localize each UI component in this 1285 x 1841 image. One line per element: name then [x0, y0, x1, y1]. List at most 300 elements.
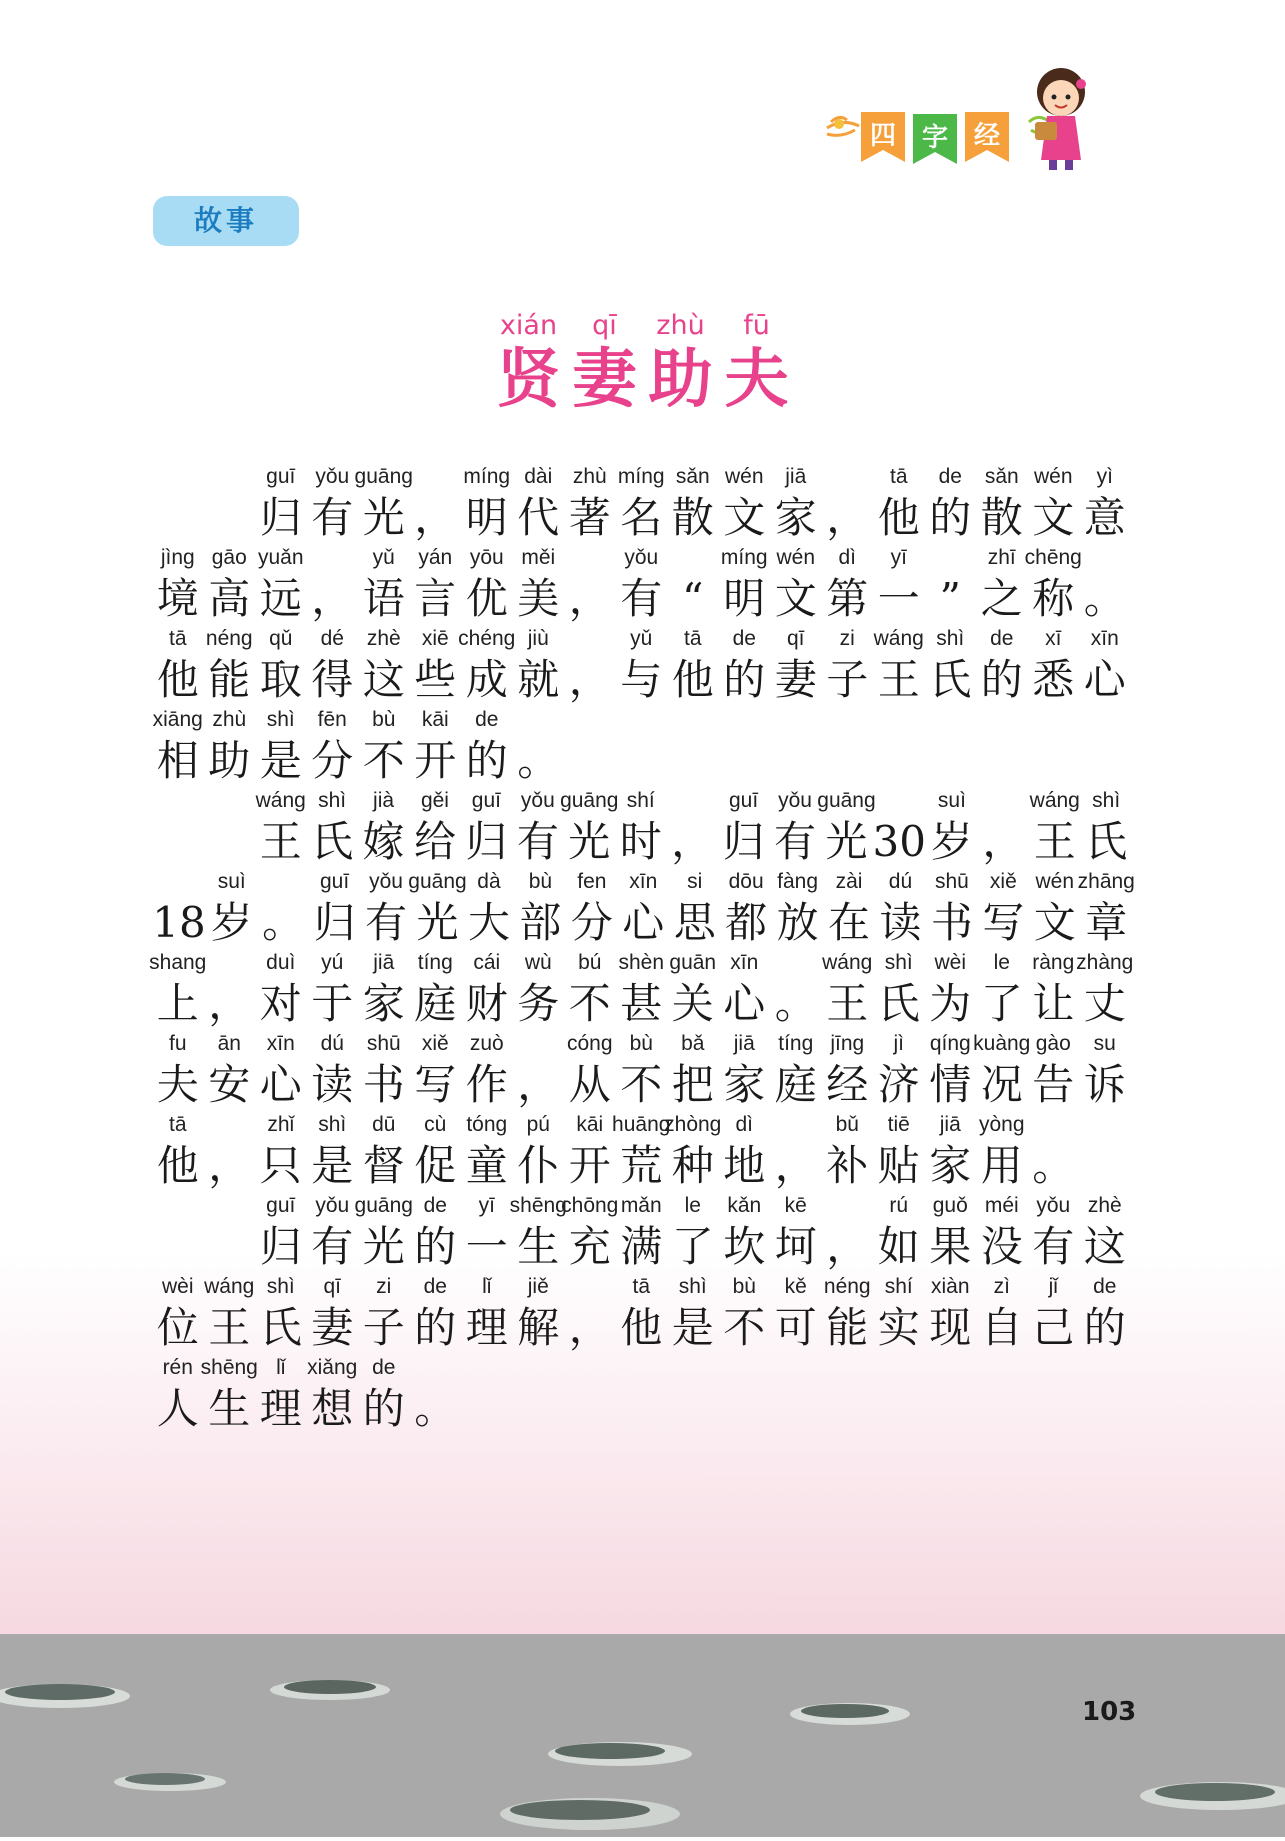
pinyin: huāng	[612, 1113, 671, 1136]
char-unit	[616, 1191, 668, 1272]
char-unit	[306, 786, 357, 867]
hanzi: 财	[465, 979, 508, 1028]
char-unit	[358, 1029, 410, 1110]
char-unit	[669, 867, 720, 948]
pinyin: bú	[578, 951, 602, 974]
hanzi: 丈	[1083, 979, 1126, 1028]
text-line	[152, 705, 1132, 786]
char-unit	[255, 705, 307, 786]
char-unit	[616, 543, 668, 624]
hanzi: 补	[826, 1141, 869, 1190]
hanzi: 种	[671, 1141, 714, 1190]
hanzi: 诉	[1083, 1060, 1126, 1109]
hanzi: ，	[774, 1141, 817, 1190]
char-unit	[461, 462, 513, 543]
char-unit	[410, 543, 462, 624]
hanzi: 散	[671, 493, 714, 542]
char-unit	[566, 867, 617, 948]
hanzi: 是	[671, 1303, 714, 1352]
pinyin: jǐ	[1048, 1275, 1058, 1298]
char-unit	[616, 1029, 668, 1110]
hanzi: 现	[929, 1303, 972, 1352]
pinyin: tóng	[466, 1113, 508, 1136]
char-unit	[770, 462, 822, 543]
pinyin: rú	[889, 1194, 909, 1217]
pinyin: yán	[418, 546, 453, 569]
pinyin: guī	[266, 1194, 296, 1217]
pinyin: shì	[266, 708, 295, 731]
char-unit	[770, 1029, 822, 1110]
pinyin: guī	[319, 870, 350, 893]
char-unit	[354, 1191, 413, 1272]
hanzi: ”	[939, 574, 961, 623]
char-unit	[204, 1110, 256, 1191]
pinyin: zhù	[572, 465, 607, 488]
pinyin: cù	[424, 1113, 447, 1136]
pinyin: yǒu	[624, 546, 659, 569]
text-line	[152, 1110, 1132, 1191]
char-unit	[204, 624, 256, 705]
hanzi: 济	[877, 1060, 920, 1109]
pinyin: de	[1093, 1275, 1117, 1298]
pinyin: dài	[524, 465, 553, 488]
hanzi: 的	[465, 736, 508, 785]
char-unit	[770, 1110, 822, 1191]
char-unit	[564, 1110, 616, 1191]
pinyin: kě	[784, 1275, 807, 1298]
char-unit	[873, 462, 925, 543]
hanzi: 心	[723, 979, 766, 1028]
pinyin: zì	[993, 1275, 1010, 1298]
pinyin: kāi	[576, 1113, 604, 1136]
pinyin: dì	[838, 546, 856, 569]
text-line	[152, 1029, 1132, 1110]
char-unit	[149, 948, 207, 1029]
char-unit	[204, 1272, 256, 1353]
hanzi: 有	[774, 817, 817, 866]
hanzi: 就	[517, 655, 560, 704]
hanzi: “	[682, 574, 704, 623]
hanzi: 美	[517, 574, 560, 623]
hanzi: 务	[517, 979, 560, 1028]
text-line	[152, 624, 1132, 705]
char-unit	[612, 1110, 671, 1191]
hanzi: 写	[982, 898, 1025, 947]
pinyin: dì	[735, 1113, 753, 1136]
title-pinyin: zhù	[656, 310, 705, 341]
char-unit	[926, 867, 977, 948]
hanzi: 与	[620, 655, 663, 704]
hanzi: 开	[414, 736, 457, 785]
pinyin: míng	[463, 465, 511, 488]
char-unit	[822, 624, 874, 705]
char-unit	[463, 867, 514, 948]
char-unit	[200, 1353, 258, 1434]
pinyin: si	[687, 870, 703, 893]
hanzi: 人	[156, 1384, 199, 1433]
pinyin: shí	[626, 789, 655, 812]
hanzi: 归	[259, 1222, 302, 1271]
char-unit	[410, 1353, 462, 1434]
pinyin: bù	[629, 1032, 653, 1055]
char-unit	[1028, 1029, 1080, 1110]
hanzi: 氏	[311, 817, 354, 866]
char-unit	[513, 948, 565, 1029]
pinyin: chēng	[1024, 546, 1082, 569]
char-unit	[152, 1029, 204, 1110]
pinyin: xī	[1045, 627, 1062, 650]
pinyin: guāng	[560, 789, 619, 812]
hanzi: 况	[980, 1060, 1023, 1109]
pinyin: néng	[823, 1275, 871, 1298]
hanzi: 有	[311, 493, 354, 542]
hanzi: 在	[828, 898, 871, 947]
pinyin: sǎn	[984, 465, 1019, 488]
pinyin: cái	[473, 951, 501, 974]
char-unit	[512, 786, 563, 867]
hanzi: 远	[259, 574, 302, 623]
char-unit	[1076, 948, 1134, 1029]
char-unit	[1028, 1110, 1080, 1191]
hanzi: 他	[671, 655, 714, 704]
hanzi: 书	[930, 898, 973, 947]
char-unit	[461, 543, 513, 624]
char-unit	[358, 1110, 410, 1191]
pinyin: de	[423, 1275, 447, 1298]
char-unit	[152, 1110, 204, 1191]
char-unit	[770, 1272, 822, 1353]
pinyin: jiā	[733, 1032, 755, 1055]
char-unit	[925, 1110, 977, 1191]
pinyin: guǒ	[932, 1194, 968, 1217]
hanzi: 助	[208, 736, 251, 785]
hanzi: 子	[362, 1303, 405, 1352]
hanzi: 妻	[311, 1303, 354, 1352]
hanzi: 于	[311, 979, 354, 1028]
hanzi: 能	[826, 1303, 869, 1352]
hanzi: 悉	[1032, 655, 1075, 704]
hanzi: 归	[313, 898, 356, 947]
text-line	[152, 1272, 1132, 1353]
text-line	[152, 867, 1135, 948]
hanzi: 岁	[930, 817, 973, 866]
number: 18	[152, 898, 206, 947]
char-unit	[204, 543, 256, 624]
hanzi: 生	[208, 1384, 251, 1433]
char-unit	[410, 1191, 462, 1272]
pinyin: shì	[318, 789, 347, 812]
char-unit	[719, 624, 771, 705]
hanzi: 想	[311, 1384, 354, 1433]
hanzi: 光	[568, 817, 611, 866]
pinyin: xīn	[266, 1032, 295, 1055]
char-unit	[976, 543, 1028, 624]
char-unit	[513, 705, 565, 786]
pinyin: zuò	[469, 1032, 504, 1055]
hanzi: 贴	[877, 1141, 920, 1190]
char-unit	[925, 543, 977, 624]
char-unit	[667, 543, 719, 624]
pinyin: dà	[477, 870, 501, 893]
hanzi: 的	[980, 655, 1023, 704]
pinyin: yuǎn	[257, 546, 304, 569]
hanzi: 上	[156, 979, 199, 1028]
story-title	[0, 308, 1285, 416]
pinyin: méi	[984, 1194, 1019, 1217]
char-unit	[925, 624, 977, 705]
hanzi: 文	[723, 493, 766, 542]
char-unit	[513, 543, 565, 624]
char-unit	[204, 705, 256, 786]
hanzi: ，	[982, 817, 1025, 866]
title-hanzi: 夫	[724, 343, 789, 417]
hanzi: 家	[362, 979, 405, 1028]
hanzi: 名	[620, 493, 663, 542]
char-unit	[1077, 867, 1135, 948]
pinyin: rén	[162, 1356, 193, 1379]
char-unit	[1080, 786, 1131, 867]
pinyin: guāng	[408, 870, 467, 893]
char-unit	[509, 1191, 567, 1272]
char-unit	[410, 462, 462, 543]
hanzi: 读	[879, 898, 922, 947]
pinyin: shū	[366, 1032, 401, 1055]
hanzi: 章	[1085, 898, 1128, 947]
char-unit	[358, 948, 410, 1029]
char-unit	[255, 1353, 307, 1434]
pinyin: wén	[724, 465, 764, 488]
char-unit	[358, 543, 410, 624]
pinyin: qǔ	[269, 627, 293, 650]
char-unit	[719, 1272, 771, 1353]
char-unit	[461, 1110, 513, 1191]
char-unit	[354, 462, 413, 543]
char-unit	[720, 867, 771, 948]
char-unit	[255, 786, 306, 867]
char-unit	[307, 1110, 359, 1191]
pinyin: yǒu	[369, 870, 403, 893]
char-unit	[667, 1029, 719, 1110]
hanzi: 都	[725, 898, 768, 947]
hanzi: 坷	[774, 1222, 817, 1271]
char-unit	[307, 462, 359, 543]
char-unit	[925, 1272, 977, 1353]
char-unit	[873, 624, 925, 705]
pinyin: yǔ	[372, 546, 395, 569]
pinyin: jìng	[160, 546, 195, 569]
char-unit	[410, 1029, 462, 1110]
hanzi: 文	[1033, 898, 1076, 947]
pinyin: wén	[1035, 870, 1075, 893]
pinyin: shì	[678, 1275, 707, 1298]
pinyin: dū	[372, 1113, 396, 1136]
hanzi: 一	[877, 574, 920, 623]
hanzi: 之	[980, 574, 1023, 623]
char-unit	[822, 462, 874, 543]
char-unit	[461, 705, 513, 786]
hanzi: 的	[723, 655, 766, 704]
char-unit	[410, 1272, 462, 1353]
hanzi: 。	[414, 1384, 457, 1433]
text-line	[152, 1353, 1132, 1434]
char-unit	[255, 1191, 307, 1272]
hanzi: 安	[208, 1060, 251, 1109]
char-unit	[307, 1191, 359, 1272]
char-unit	[152, 1272, 204, 1353]
hanzi: 充	[568, 1222, 611, 1271]
pinyin: kuàng	[973, 1032, 1031, 1055]
pinyin: dú	[320, 1032, 344, 1055]
char-unit	[667, 948, 719, 1029]
char-unit	[770, 543, 822, 624]
char-unit	[618, 867, 669, 948]
hanzi: 大	[467, 898, 510, 947]
pinyin: gào	[1035, 1032, 1071, 1055]
hanzi: 。	[1083, 574, 1126, 623]
char-unit	[770, 948, 822, 1029]
pinyin: tā	[683, 627, 702, 650]
char-unit	[1079, 1029, 1131, 1110]
hanzi: ，	[208, 1141, 251, 1190]
pinyin: suì	[937, 789, 966, 812]
pinyin: shang	[149, 951, 207, 974]
hanzi: 光	[825, 817, 868, 866]
hanzi: 岁	[210, 898, 253, 947]
title-hanzi: 妻	[572, 343, 637, 417]
char-unit	[461, 948, 513, 1029]
pinyin: zhāng	[1077, 870, 1135, 893]
pinyin: bù	[528, 870, 553, 893]
char-unit	[206, 867, 257, 948]
char-unit	[1028, 624, 1080, 705]
hanzi: ，	[671, 817, 714, 866]
flag-char-2: 字	[921, 123, 949, 153]
hanzi: 自	[980, 1303, 1023, 1352]
hanzi: 他	[877, 493, 920, 542]
char-unit	[152, 624, 204, 705]
pinyin: qī	[786, 627, 805, 650]
pinyin: fu	[168, 1032, 187, 1055]
hanzi: ，	[517, 1060, 560, 1109]
pinyin: shèn	[618, 951, 665, 974]
hanzi: 没	[980, 1222, 1023, 1271]
pinyin: jiù	[527, 627, 549, 650]
char-unit	[873, 1191, 925, 1272]
hanzi: 作	[465, 1060, 508, 1109]
hanzi: 成	[465, 655, 508, 704]
hanzi: 文	[774, 574, 817, 623]
pinyin: fàng	[777, 870, 819, 893]
pinyin: shēng	[509, 1194, 567, 1217]
char-unit	[822, 1272, 874, 1353]
hanzi: 仆	[517, 1141, 560, 1190]
char-unit	[817, 786, 876, 867]
title-hanzi: 贤	[496, 343, 561, 417]
pinyin: kē	[784, 1194, 807, 1217]
hanzi: 不	[723, 1303, 766, 1352]
title-pinyin: qī	[592, 310, 617, 341]
pinyin: xiē	[421, 627, 449, 650]
char-unit	[358, 786, 409, 867]
char-unit	[255, 948, 307, 1029]
char-unit	[926, 786, 977, 867]
pinyin: zhù	[212, 708, 247, 731]
char-unit	[255, 462, 307, 543]
hanzi: 写	[414, 1060, 457, 1109]
char-unit	[1028, 462, 1080, 543]
pinyin: zhàng	[1076, 951, 1134, 974]
hanzi: 只	[259, 1141, 302, 1190]
char-unit	[257, 867, 308, 948]
pinyin: jīng	[830, 1032, 865, 1055]
pinyin: jiā	[939, 1113, 961, 1136]
char-unit	[1024, 543, 1082, 624]
char-unit	[513, 624, 565, 705]
char-unit	[255, 624, 307, 705]
hanzi: 甚	[620, 979, 663, 1028]
char-unit	[307, 705, 359, 786]
hanzi: 这	[1083, 1222, 1126, 1271]
char-unit	[616, 462, 668, 543]
hanzi: 如	[877, 1222, 920, 1271]
pinyin: zi	[376, 1275, 392, 1298]
hanzi: 地	[723, 1141, 766, 1190]
char-unit	[307, 1272, 359, 1353]
char-unit	[1079, 462, 1131, 543]
char-unit	[307, 1029, 359, 1110]
pinyin: wén	[776, 546, 816, 569]
pinyin: xiǎng	[307, 1356, 358, 1379]
lily-pads-decoration	[0, 1634, 1285, 1837]
char-unit	[560, 786, 619, 867]
hanzi: 王	[208, 1303, 251, 1352]
pinyin: tā	[168, 627, 187, 650]
char-unit	[925, 1029, 977, 1110]
pinyin: míng	[720, 546, 768, 569]
char-unit	[667, 462, 719, 543]
hanzi: 给	[413, 817, 456, 866]
hanzi: 读	[311, 1060, 354, 1109]
pinyin: guī	[266, 465, 296, 488]
char-unit	[822, 1191, 874, 1272]
story-tag: 故事	[153, 196, 299, 246]
pinyin: wáng	[255, 789, 306, 812]
hanzi: 关	[671, 979, 714, 1028]
hanzi: 不	[568, 979, 611, 1028]
char-unit	[978, 867, 1029, 948]
hanzi: 理	[259, 1384, 302, 1433]
hanzi: 光	[362, 1222, 405, 1271]
char-unit	[513, 1029, 565, 1110]
hanzi: 情	[929, 1060, 972, 1109]
pinyin: bù	[372, 708, 396, 731]
story-body	[149, 462, 1135, 1434]
pinyin: xiě	[989, 870, 1017, 893]
char-unit	[309, 867, 360, 948]
char-unit	[564, 1029, 616, 1110]
pinyin: yǔ	[630, 627, 653, 650]
pinyin: fen	[577, 870, 607, 893]
pinyin: jiě	[527, 1275, 549, 1298]
hanzi: 部	[519, 898, 562, 947]
hanzi: 理	[465, 1303, 508, 1352]
hanzi: 的	[362, 1384, 405, 1433]
hanzi: ，	[568, 1303, 611, 1352]
char-unit	[358, 624, 410, 705]
char-unit	[872, 786, 926, 867]
hanzi: 心	[259, 1060, 302, 1109]
pinyin: xiě	[421, 1032, 449, 1055]
